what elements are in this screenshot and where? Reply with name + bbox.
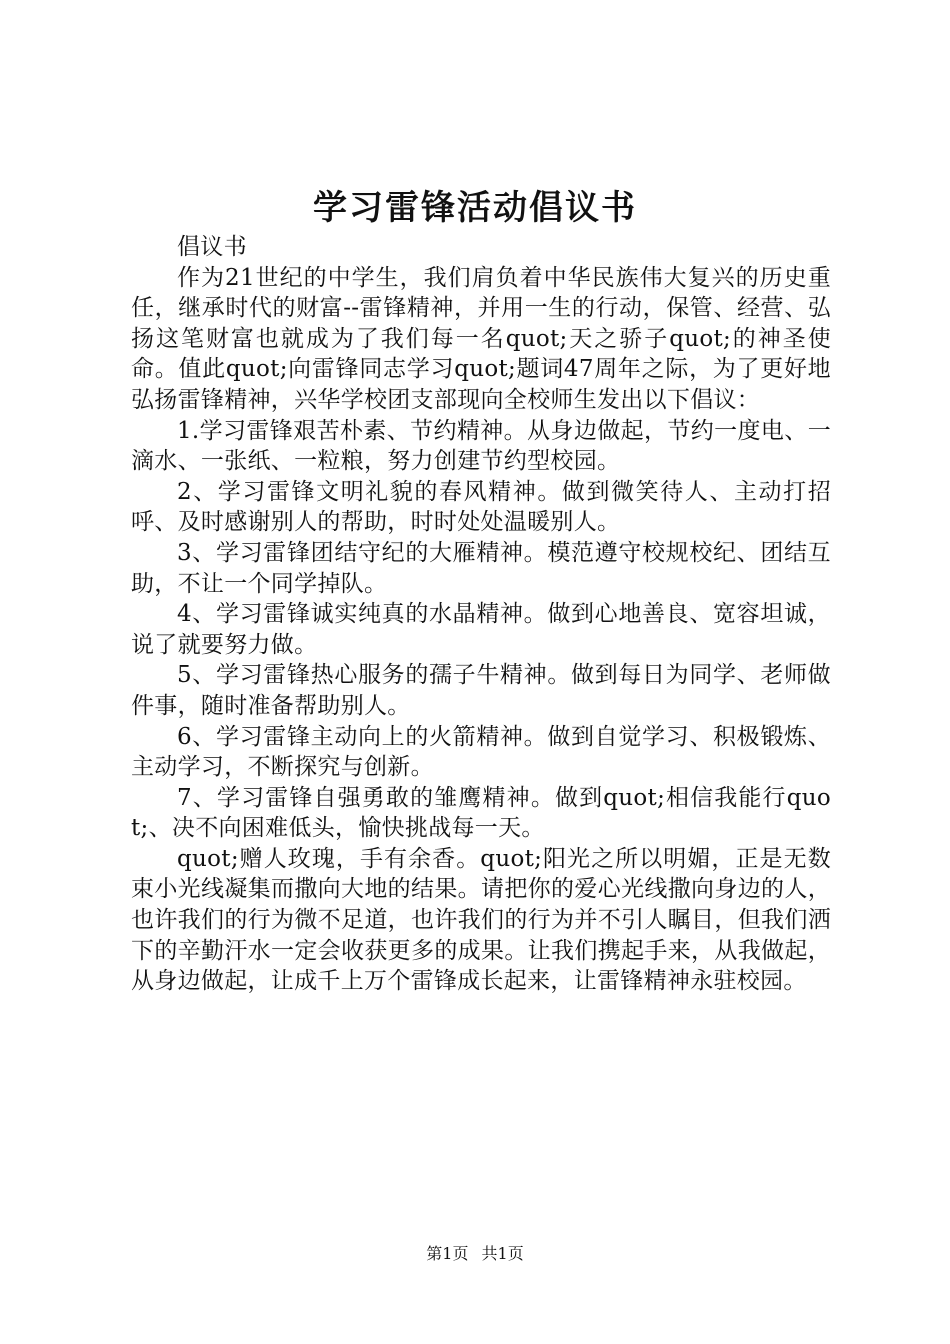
paragraph-item-2: 2、学习雷锋文明礼貌的春风精神。做到微笑待人、主动打招呼、及时感谢别人的帮助，时时处处温暖别人。: [131, 478, 831, 536]
document-title: 学习雷锋活动倡议书: [313, 188, 637, 228]
page-footer: [0, 1244, 950, 1264]
paragraph-salutation: 倡议书: [177, 234, 247, 260]
paragraph-item-5: 5、学习雷锋热心服务的孺子牛精神。做到每日为同学、老师做件事，随时准备帮助别人。: [131, 662, 831, 719]
paragraph-item-6: 6、学习雷锋主动向上的火箭精神。做到自觉学习、积极锻炼、主动学习，不断探究与创新。: [131, 723, 831, 781]
paragraph-item-3: 3、学习雷锋团结守纪的大雁精神。模范遵守校规校纪、团结互助，不让一个同学掉队。: [131, 539, 831, 597]
paragraph-intro: 作为21世纪的中学生，我们肩负着中华民族伟大复兴的历史重任，继承时代的财富--雷锋精神，并用一生的行动，保管、经营、弘扬这笔财富也就成为了我们每一名quot;天之骄子quot;的神圣使命。值此quot;向雷锋同志学习quot;题词47周年之际，为了更好地弘扬雷锋精神，兴华学校团支部现向全校师生发出以下倡议：: [131, 264, 831, 413]
paragraph-closing: quot;赠人玫瑰，手有余香。quot;阳光之所以明媚，正是无数束小光线凝集而撒向大地的结果。请把你的爱心光线撒向身边的人，也许我们的行为微不足道，也许我们的行为并不引人瞩目，但我们洒下的辛勤汗水一定会收获更多的成果。让我们携起手来，从我做起，从身边做起，让成千上万个雷锋成长起来，让雷锋精神永驻校园。: [131, 845, 831, 995]
page-number-current: 第1页: [426, 1244, 469, 1263]
paragraph-item-7: 7、学习雷锋自强勇敢的雏鹰精神。做到quot;相信我能行quot;、决不向困难低头，愉快挑战每一天。: [131, 784, 831, 842]
document-body: [131, 232, 831, 997]
paragraph-item-4: 4、学习雷锋诚实纯真的水晶精神。做到心地善良、宽容坦诚，说了就要努力做。: [131, 601, 831, 658]
paragraph-item-1: 1.学习雷锋艰苦朴素、节约精神。从身边做起，节约一度电、一滴水、一张纸、一粒粮，努力创建节约型校园。: [131, 417, 831, 475]
page-number-total: 共1页: [481, 1244, 524, 1263]
